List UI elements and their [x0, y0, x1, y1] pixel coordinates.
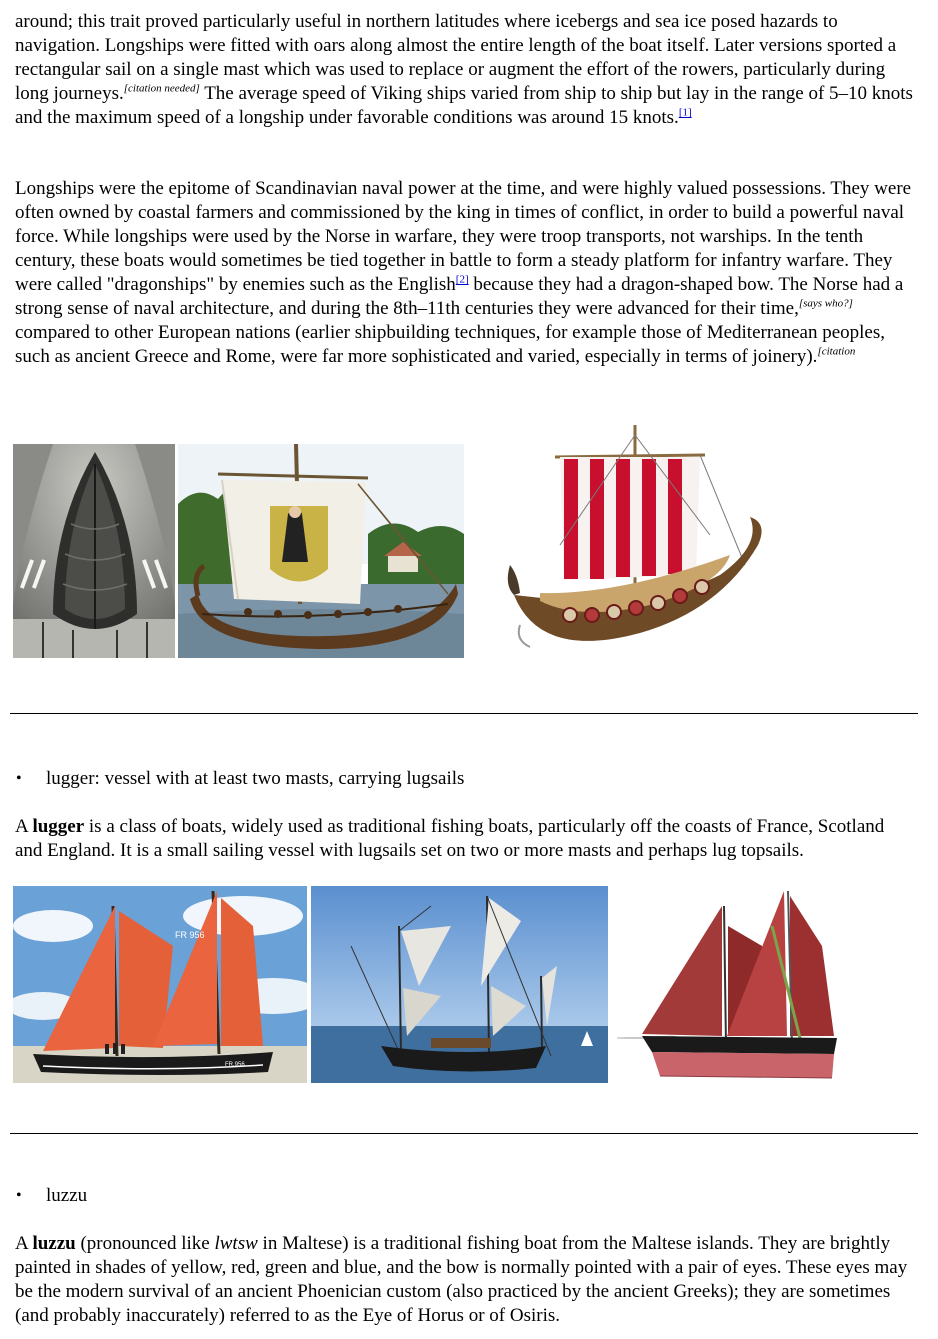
lugger-bullet-item — [16, 767, 916, 791]
bullet-marker: • — [16, 1187, 22, 1204]
longship-paragraph-naval-power — [15, 177, 915, 369]
citation-needed-tag: [citation needed] — [123, 82, 200, 95]
lugger-term: lugger — [32, 816, 85, 837]
luzzu-bullet-item — [16, 1184, 916, 1208]
lugger-photo-white-sails — [311, 886, 608, 1083]
luzzu-text: A — [15, 1233, 33, 1254]
section-divider — [10, 1133, 918, 1134]
luzzu-bullet-text: luzzu — [46, 1185, 88, 1206]
lugger-text: is a class of boats, widely used as traditional fishing boats, particularly off the coasts of France, Scotland and England. It is a small sailing vessel with lugsails set on two or more masts and perhaps lug topsails. — [15, 816, 885, 861]
longship-text: around; this trait proved particularly useful in northern latitudes where icebergs and sea ice posed hazards to navigation. Longships were fitted with oars along almost the entire length of the boat itself. Later versions sported a rectangular sail on a single mast which was used to replace or augment the effort of the rowers, particularly during long journeys. — [15, 11, 897, 104]
longship-text: because they had a dragon-shaped bow. The Norse had a strong sense of naval architecture, and during the 8th–11th centuries they were advanced for their time, — [15, 274, 904, 319]
stern-mark-label: FR.956 — [225, 1062, 245, 1068]
lugger-text: A — [15, 816, 33, 837]
lugger-photo-red-sails — [13, 886, 307, 1083]
longship-text: compared to other European nations (earlier shipbuilding techniques, for example those of Mediterranean peoples, such as ancient Greece and Rome, were far more sophisticated and varied, especially in terms of joinery). — [15, 322, 886, 367]
viking-ship-sailing-image — [178, 444, 464, 658]
citation-tag: [citation — [817, 345, 856, 358]
reference-link-2[interactable]: [2] — [455, 273, 469, 286]
longship-paragraph-speed — [15, 10, 915, 130]
luzzu-term: luzzu — [32, 1233, 76, 1254]
section-divider — [10, 713, 918, 714]
reference-link-1[interactable]: [1] — [678, 106, 692, 119]
luzzu-pronunciation: lwtsw — [214, 1233, 258, 1254]
longship-text: Longships were the epitome of Scandinavian naval power at the time, and were highly valued possessions. They were often owned by coastal farmers and commissioned by the king in times of conflict, in order to build a powerful naval force. While longships were used by the Norse in warfare, they were troop transports, not warships. In the tenth century, these boats would sometimes be tied together in battle to form a steady platform for infantry warfare. They were called "dragonships" by enemies such as the English — [15, 178, 912, 295]
oseberg-ship-museum-image — [13, 444, 175, 658]
luzzu-paragraph — [15, 1232, 915, 1328]
luzzu-text: in Maltese) is a traditional fishing boat from the Maltese islands. They are brightly painted in shades of yellow, red, green and blue, and the bow is normally pointed with a pair of eyes. These eyes may be the modern survival of an ancient Phoenician custom (also practiced by the ancient Greeks); they are sometimes (and probably inaccurately) referred to as the Eye of Horus or of Osiris. — [15, 1233, 908, 1326]
viking-ship-model-image — [500, 425, 770, 657]
says-who-tag: [says who?] — [798, 297, 853, 310]
lugger-drawing — [612, 886, 848, 1083]
lugger-paragraph — [15, 815, 915, 863]
luzzu-text: (pronounced like — [75, 1233, 215, 1254]
bullet-marker: • — [16, 770, 22, 787]
longship-text: The average speed of Viking ships varied from ship to ship but lay in the range of 5–10 knots and the maximum speed of a longship under favorable conditions was around 15 knots. — [15, 83, 913, 128]
sail-number-label: FR 956 — [175, 930, 205, 940]
lugger-bullet-text: lugger: vessel with at least two masts, carrying lugsails — [46, 768, 465, 789]
